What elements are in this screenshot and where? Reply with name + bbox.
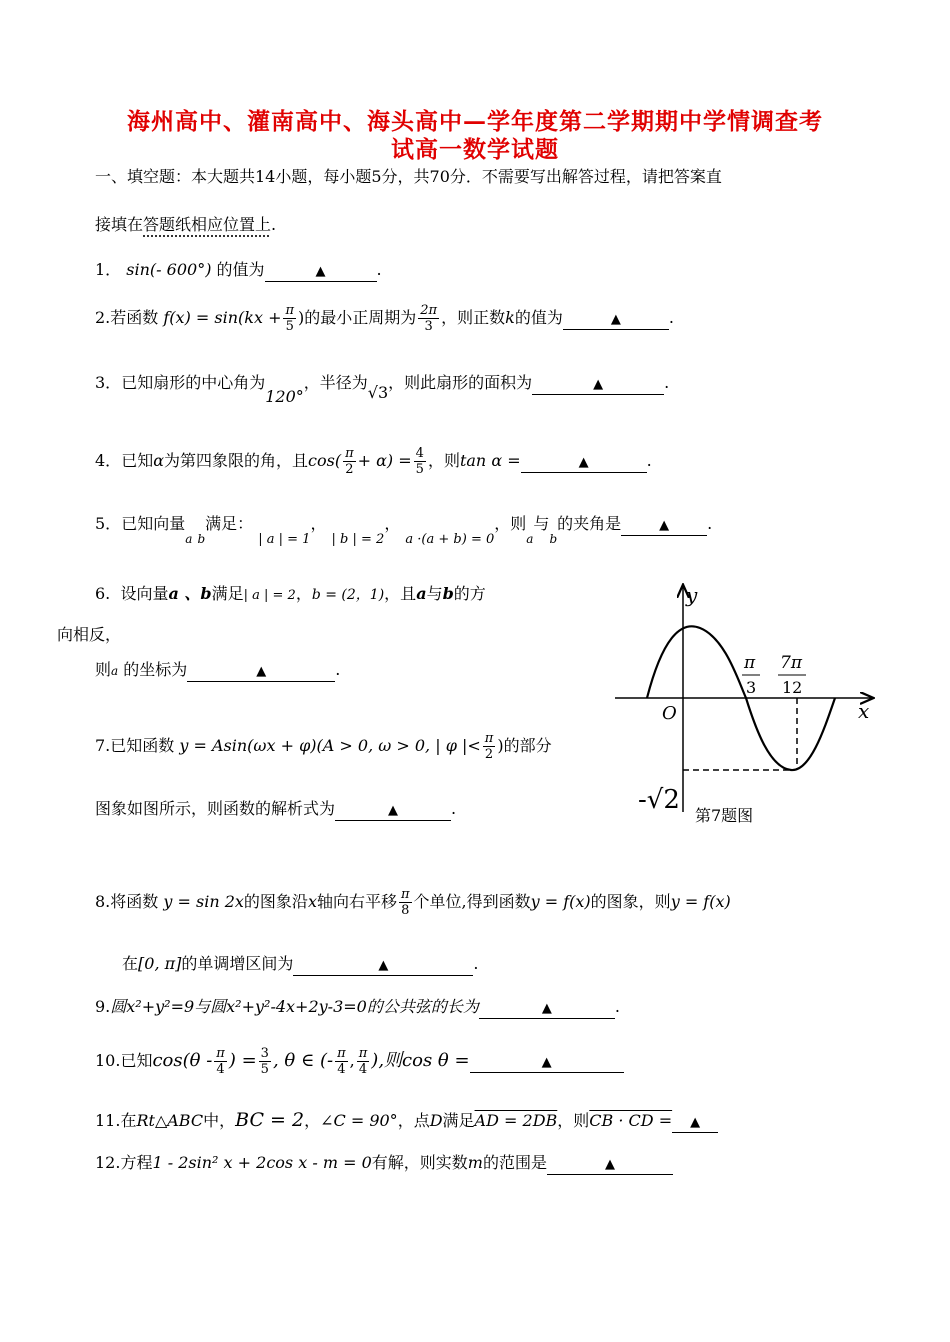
question-5: 5．已知向量$_a$ $_b$满足： $_{| a | = 1}$， $_{| b | = 2}$， $_{a \cdot(a + b) = 0}$，则$_a$与$_b$的夹角是 ▲ . [95,514,713,547]
exam-title-line1: 海州高中、灌南高中、海头高中—学年度第二学期期中学情调查考 [127,108,823,135]
x-axis-label: x [858,699,870,723]
figure-caption: 第7题图 [695,806,754,825]
q2-fraction: $\frac{\pi}{5}$ [285,303,295,334]
answer-blank-3: ▲ [532,374,664,395]
answer-blank-12: ▲ [547,1154,673,1175]
answer-blank-1 [265,261,377,282]
answer-marker: ▲ [315,264,326,279]
answer-blank-4: ▲ [521,452,647,473]
answer-blank-2: ▲ [563,309,669,330]
question-6-line2: 向相反， [57,625,122,644]
instructions-line1: 一、填空题：本大题共14小题，每小题5分，共70分．不需要写出解答过程，请把答案直 [95,167,722,186]
question-6-line3: 则a 的坐标为 ▲ . [95,657,340,682]
q7-function: y = Asin(ωx + φ)(A > 0, ω > 0, | φ |< [179,736,481,755]
question-6: 6. 设向量a 、b满足| a | = 2，b = (2，1)，且a与b的方 [95,584,486,603]
q1-expression: sin(- 600°) [126,260,212,279]
question-8: 8.将函数 y = sin 2x的图象沿x轴向右平移 $\frac{\pi}{8}$ 个单位,得到函数y = f(x)的图象，则y = f(x) [95,887,731,918]
question-4: 4．已知α为第四象限的角，且cos( $\frac{\pi}{2}$ + α) = $\frac{4}{5}$ ，则tan α = ▲ . [95,446,652,477]
q3-angle: 120° [265,387,304,406]
question-7-line2: 图象如图所示，则函数的解析式为 ▲ . [95,796,456,821]
answer-blank-10: ▲ [470,1052,624,1073]
question-11: 11.在Rt△ABC中，BC = 2，∠C = 90°，点D满足AD = 2DB，则CB · CD = ▲ [95,1108,718,1133]
exam-title-line2: 试高一数学试题 [391,136,559,163]
question-10: 10.已知cos(θ - $\frac{\pi}{4}$ ) = $\frac{3}{5}$ , θ ∈ (- $\frac{\pi}{4}$ , $\frac{\pi}{4}$ ),则cos θ = ▲ [95,1046,624,1077]
tick-pi3-den: 3 [746,678,757,697]
origin-label: O [662,703,677,724]
y-axis-label: y [686,583,698,607]
answer-blank-6: ▲ [187,661,335,682]
emphasis-text: 答题纸相应位置上 [143,215,272,234]
question-9: 9.圆x²+y²=9与圆x²+y²-4x+2y-3=0的公共弦的长为 ▲ . [95,994,620,1019]
sine-graph-figure [610,580,880,830]
tick-pi3-num: π [744,653,756,673]
question-1: 1． sin(- 600°) 的值为 ▲ . [95,257,382,282]
answer-blank-7: ▲ [335,800,451,821]
instructions-line2: 接填在答题纸相应位置上. [95,215,277,234]
question-3: 3．已知扇形的中心角为120°，半径为√3，则此扇形的面积为 ▲ . [95,373,670,406]
tick-7pi12-den: 12 [782,678,803,697]
answer-blank-11: ▲ [672,1112,718,1133]
q2-function: f(x) = sin(kx + [163,308,282,327]
q2-period: $\frac{2\pi}{3}$ [420,303,438,334]
tick-7pi12-num: 7π [780,653,802,673]
q3-radius: √3 [367,383,389,402]
answer-blank-9: ▲ [479,998,615,1019]
answer-blank-8: ▲ [293,955,473,976]
question-2: 2.若函数 f(x) = sin(kx + $\frac{\pi}{5}$ )的最小正周期为 $\frac{2\pi}{3}$ ，则正数k的值为 ▲ . [95,303,674,334]
answer-blank-5: ▲ [621,515,707,536]
question-12: 12.方程1 - 2sin² x + 2cos x - m = 0有解，则实数m的范围是 ▲ [95,1150,673,1175]
question-8-line2: 在[0, π]的单调增区间为 ▲ . [122,951,478,976]
neg-sqrt2-label: -√2 [638,785,680,815]
question-7: 7.已知函数 y = Asin(ωx + φ)(A > 0, ω > 0, | φ |< $\frac{\pi}{2}$ )的部分 [95,731,552,762]
